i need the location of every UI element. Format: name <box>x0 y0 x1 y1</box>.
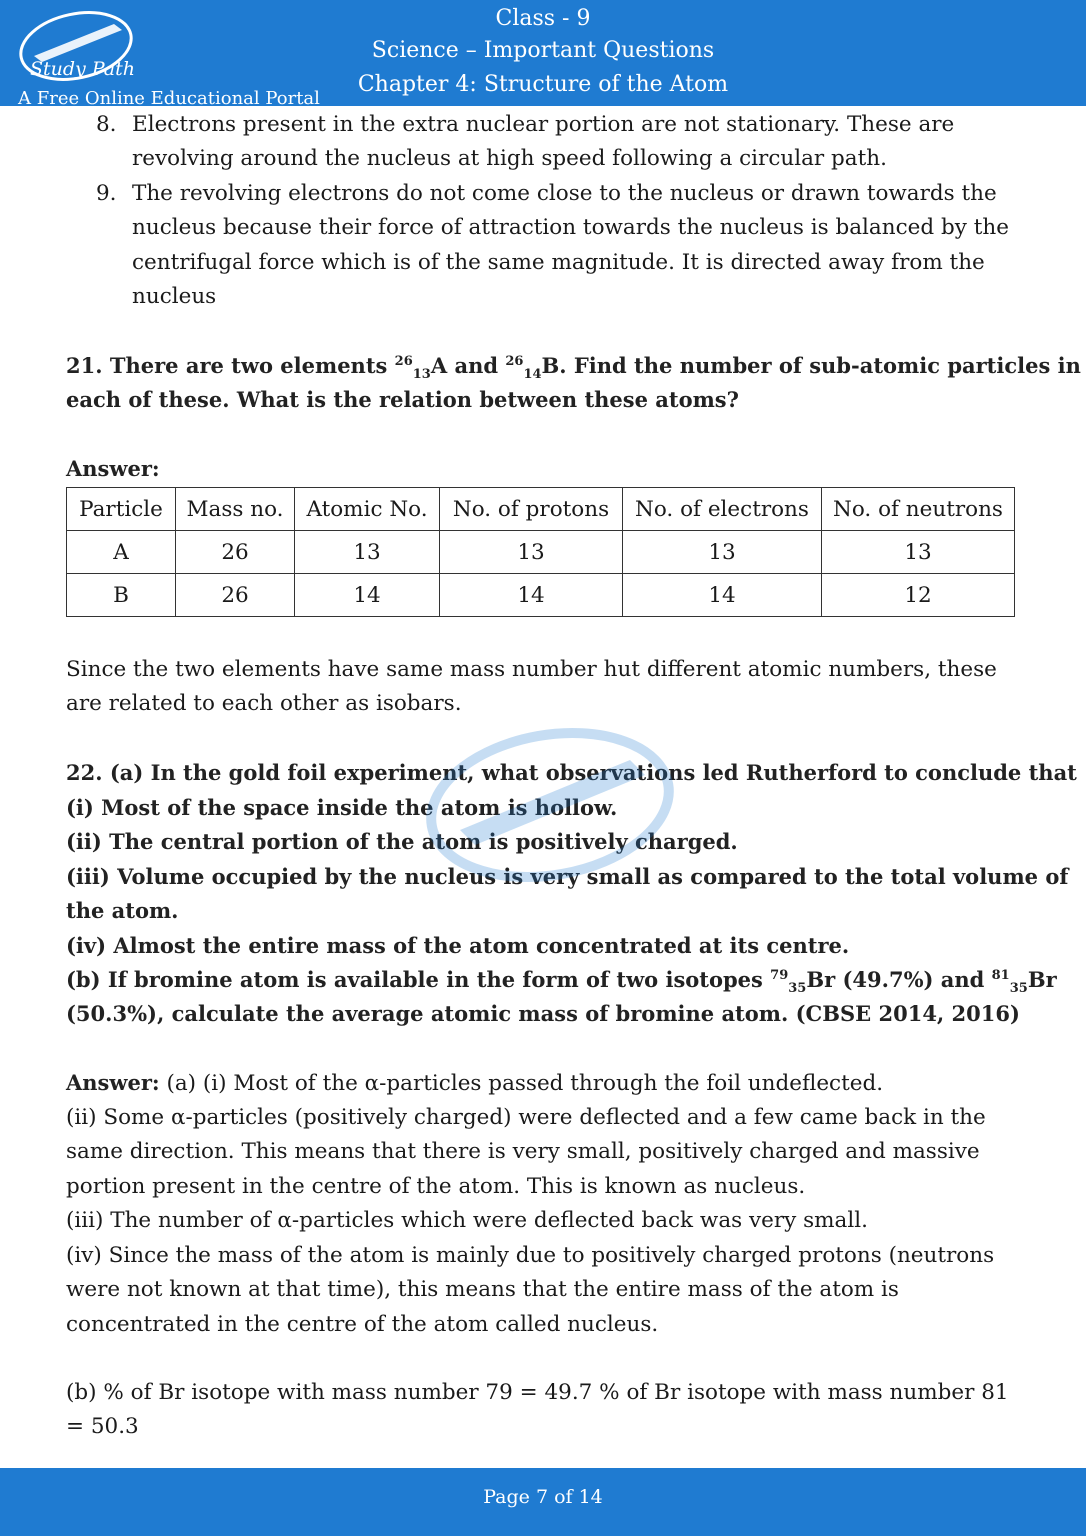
conclusion-line: Since the two elements have same mass number hut different atomic numbers, these <box>66 657 997 682</box>
answer-b-line: = 50.3 <box>66 1414 139 1439</box>
table-cell: 13 <box>822 531 1015 574</box>
answer-line: concentrated in the centre of the atom called nucleus. <box>66 1312 659 1337</box>
column-header: Atomic No. <box>295 488 440 531</box>
list-line: The revolving electrons do not come close to the nucleus or drawn towards the <box>132 181 997 206</box>
header-chapter: Chapter 4: Structure of the Atom <box>357 72 729 97</box>
particle-table <box>66 487 1015 617</box>
answer-label: Answer: <box>66 1070 160 1095</box>
column-header: No. of neutrons <box>822 488 1015 531</box>
list-line: centrifugal force which is of the same magnitude. It is directed away from the <box>132 250 985 275</box>
table-cell: B <box>67 574 176 617</box>
answer-line: same direction. This means that there is very small, positively charged and massive <box>66 1139 980 1164</box>
answer-label: Answer: <box>66 456 160 481</box>
table-header-row <box>67 488 1015 531</box>
question-21-line1: 21. There are two elements $^{26}_{13}$A and $^{26}_{14}$B. Find the number of sub-atomic particles in <box>66 353 1081 383</box>
answer-line: were not known at that time), this means that the entire mass of the atom is <box>66 1277 899 1302</box>
question-22b-line1: (b) If bromine atom is available in the form of two isotopes $^{79}_{35}$Br (49.7%) and $^{81}_{35}$Br <box>66 967 1057 997</box>
question-22-line: the atom. <box>66 898 179 923</box>
watermark-logo-icon <box>410 720 690 890</box>
list-number: 8. <box>96 112 117 137</box>
question-22-line: (ii) The central portion of the atom is positively charged. <box>66 829 738 854</box>
column-header: No. of electrons <box>623 488 822 531</box>
question-21-line2: each of these. What is the relation between these atoms? <box>66 387 739 412</box>
question-22-line: (i) Most of the space inside the atom is hollow. <box>66 795 618 820</box>
page-footer <box>0 1468 1086 1536</box>
list-line: Electrons present in the extra nuclear portion are not stationary. These are <box>132 112 955 137</box>
header-class: Class - 9 <box>495 6 591 31</box>
table-cell: 26 <box>176 531 295 574</box>
answer-line: (ii) Some α-particles (positively charged) were deflected and a few came back in the <box>66 1105 986 1130</box>
question-22b-line2: (50.3%), calculate the average atomic mass of bromine atom. (CBSE 2014, 2016) <box>66 1001 1020 1026</box>
column-header: Particle <box>67 488 176 531</box>
study-path-logo <box>6 6 320 109</box>
page-header <box>0 0 1086 109</box>
answer-line: portion present in the centre of the atom. This is known as nucleus. <box>66 1174 806 1199</box>
logo-text: Study Path <box>30 58 135 80</box>
table-cell: 14 <box>295 574 440 617</box>
answer-line: (iv) Since the mass of the atom is mainly due to positively charged protons (neutrons <box>66 1243 995 1268</box>
table-cell: 26 <box>176 574 295 617</box>
answer-b-line: (b) % of Br isotope with mass number 79 = 49.7 % of Br isotope with mass number 81 <box>66 1380 1009 1405</box>
conclusion-line: are related to each other as isobars. <box>66 691 462 716</box>
table-cell: 14 <box>440 574 623 617</box>
question-22-line: (iv) Almost the entire mass of the atom concentrated at its centre. <box>66 933 850 958</box>
table-row <box>67 531 1015 574</box>
table-cell: 13 <box>440 531 623 574</box>
answer-line: (iii) The number of α-particles which were deflected back was very small. <box>66 1208 868 1233</box>
question-22-line: (iii) Volume occupied by the nucleus is very small as compared to the total volume of <box>66 864 1069 889</box>
table-cell: 12 <box>822 574 1015 617</box>
answer-22-first-line: Answer: (a) (i) Most of the α-particles passed through the foil undeflected. <box>66 1070 884 1096</box>
question-22-line: 22. (a) In the gold foil experiment, what observations led Rutherford to conclude that <box>66 760 1077 785</box>
header-subject: Science – Important Questions <box>371 38 715 63</box>
list-line: revolving around the nucleus at high speed following a circular path. <box>132 146 887 171</box>
table-cell: 13 <box>295 531 440 574</box>
portal-tagline: A Free Online Educational Portal <box>18 88 320 109</box>
table-row <box>67 574 1015 617</box>
column-header: No. of protons <box>440 488 623 531</box>
list-line: nucleus because their force of attraction towards the nucleus is balanced by the <box>132 215 1009 240</box>
table-cell: A <box>67 531 176 574</box>
table-cell: 13 <box>623 531 822 574</box>
list-number: 9. <box>96 181 117 206</box>
list-line: nucleus <box>132 284 217 309</box>
table-cell: 14 <box>623 574 822 617</box>
column-header: Mass no. <box>176 488 295 531</box>
page-number: Page 7 of 14 <box>483 1486 603 1508</box>
